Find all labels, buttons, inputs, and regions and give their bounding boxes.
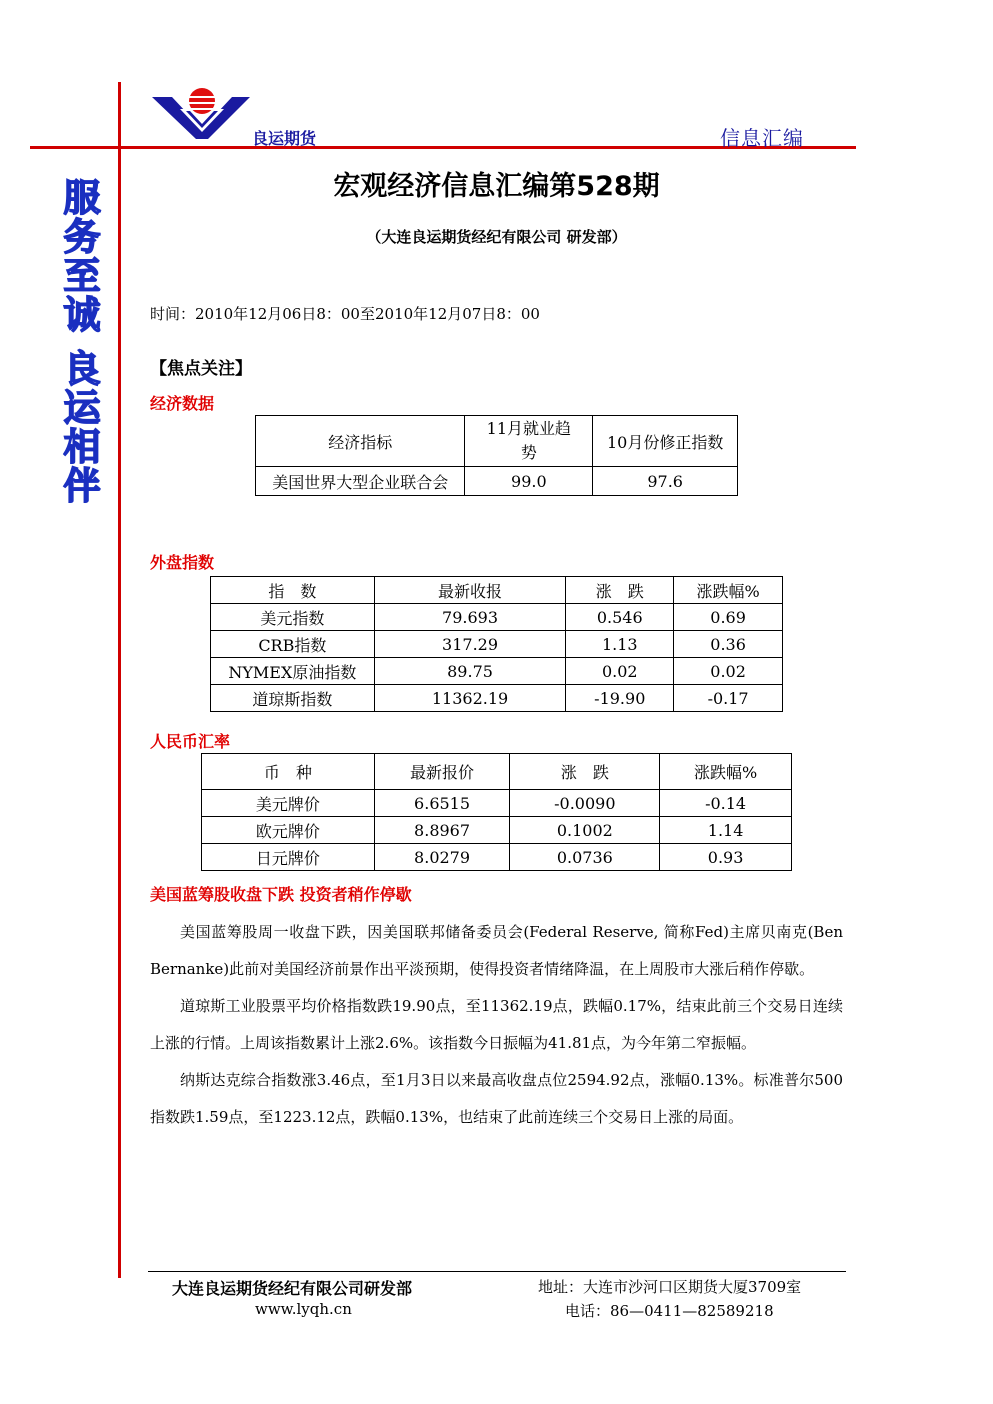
table-row [211,604,783,631]
table-header-cell: 指 数 [211,577,375,604]
table-header-cell [465,416,593,467]
table-header-cell: 涨 跌 [566,577,674,604]
table-header-row [211,577,783,604]
table-header-cell: 最新报价 [374,754,510,790]
time-range: 时间：2010年12月06日8：00至2010年12月07日8：00 [150,305,540,323]
header-cell-text: 11月就业趋势 [486,419,572,462]
table-row [202,790,792,817]
section-heading-econ: 经济数据 [150,394,215,413]
footer-website-link[interactable]: www.lyqh.cn [255,1300,352,1318]
table-cell: 6.6515 [374,790,510,817]
table-cell: -0.17 [674,685,783,712]
table-header-cell: 币 种 [202,754,375,790]
table-cell: 317.29 [374,631,566,658]
news-paragraph: 美国蓝筹股周一收盘下跌，因美国联邦储备委员会(Federal Reserve, 简称Fed)主席贝南克(Ben Bernanke)此前对美国经济前景作出平淡预期，使得投资者情绪降温，在上周股市大涨后稍作停歇。 [150,923,843,978]
econ-table [255,415,738,496]
table-cell: -0.0090 [510,790,660,817]
table-header-cell: 涨跌幅% [660,754,792,790]
table-cell: 8.0279 [374,844,510,871]
table-cell: -0.14 [660,790,792,817]
page-subtitle: （大连良运期货经纪有限公司 研发部） [366,228,627,246]
footer-address: 地址：大连市沙河口区期货大厦3709室 [538,1278,802,1296]
table-cell: 0.36 [674,631,783,658]
table-cell: 欧元牌价 [202,817,375,844]
footer-phone: 电话：86—0411—82589218 [565,1302,774,1320]
table-row [202,817,792,844]
table-cell: 99.0 [465,467,593,496]
table-row [211,658,783,685]
table-cell: CRB指数 [211,631,375,658]
table-cell: 8.8967 [374,817,510,844]
foreign-index-table [210,576,783,712]
table-cell: 89.75 [374,658,566,685]
page-title: 宏观经济信息汇编第528期 [333,171,660,202]
table-cell: 美元指数 [211,604,375,631]
margin-vertical-line [118,82,121,1278]
table-cell: 0.93 [660,844,792,871]
table-header-row [202,754,792,790]
rmb-rate-table [201,753,792,871]
section-heading-foreign: 外盘指数 [150,553,215,572]
footer-company: 大连良运期货经纪有限公司研发部 [172,1279,413,1298]
news-paragraph: 纳斯达克综合指数涨3.46点，至1月3日以来最高收盘点位2594.92点，涨幅0.13%。标准普尔500指数跌1.59点，至1223.12点，跌幅0.13%，也结束了此前连续三个交易日上涨的局面。 [150,1071,843,1126]
table-cell: -19.90 [566,685,674,712]
table-cell: 0.02 [674,658,783,685]
table-header-row [256,416,738,467]
section-heading-rmb: 人民币汇率 [150,732,231,751]
vertical-slogan: 服务至诚 良运相伴 [57,178,100,505]
news-body [150,914,843,1136]
table-cell: 日元牌价 [202,844,375,871]
table-row [256,467,738,496]
news-paragraph: 道琼斯工业股票平均价格指数跌19.90点，至11362.19点，跌幅0.17%，结束此前三个交易日连续上涨的行情。上周该指数累计上涨2.6%。该指数今日振幅为41.81点，为今年第二窄振幅。 [150,997,843,1052]
table-cell: 1.13 [566,631,674,658]
company-logo [150,85,255,140]
focus-heading: 【焦点关注】 [150,359,252,379]
table-row [211,631,783,658]
footer-divider [148,1271,846,1272]
table-header-cell: 涨 跌 [510,754,660,790]
table-cell: 11362.19 [374,685,566,712]
table-cell: 道琼斯指数 [211,685,375,712]
table-cell: 79.693 [374,604,566,631]
table-header-cell: 10月份修正指数 [593,416,738,467]
table-cell: 1.14 [660,817,792,844]
table-header-cell: 涨跌幅% [674,577,783,604]
table-cell: 美国世界大型企业联合会 [256,467,465,496]
header-right-label: 信息汇编 [720,126,804,150]
table-cell: 0.546 [566,604,674,631]
table-cell: 0.02 [566,658,674,685]
table-cell: 0.0736 [510,844,660,871]
table-cell: 0.69 [674,604,783,631]
table-cell: 美元牌价 [202,790,375,817]
table-row [211,685,783,712]
table-header-cell: 最新收报 [374,577,566,604]
table-header-cell: 经济指标 [256,416,465,467]
table-cell: 0.1002 [510,817,660,844]
table-cell: 97.6 [593,467,738,496]
table-row [202,844,792,871]
company-name: 良运期货 [252,129,317,148]
table-cell: NYMEX原油指数 [211,658,375,685]
news-headline: 美国蓝筹股收盘下跌 投资者稍作停歇 [150,885,412,904]
